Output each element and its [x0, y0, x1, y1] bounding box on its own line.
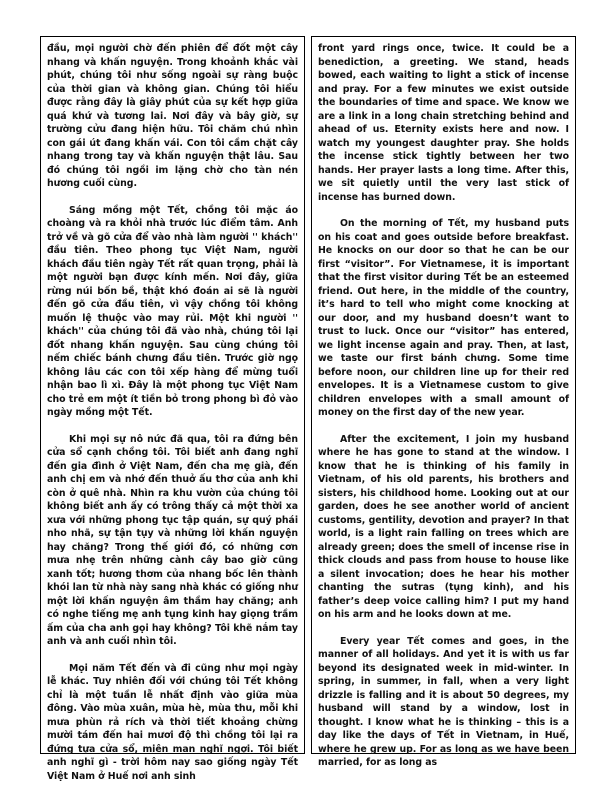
- paragraph-en-3: After the excitement, I join my husband where he has gone to stand at the window. I know that he is thinking of his family in Vietnam, of his old parents, his brothers and sisters, his childhood home. Looking out at our garden, does he see another world of ancient customs, gentility, devotion and prayer? In that world, is a light rain falling on trees which are already green; does the smell of incense rise in thick clouds and pass from house to house like a silent invocation; does he hear his mother chanting the sutras (tụng kinh), and his father’s deep voice calling him? I put my hand on his arm and he looks down at me.: [318, 433, 569, 620]
- paragraph-en-1: front yard rings once, twice. It could be a benediction, a greeting. We stand, heads bowed, each waiting to light a stick of incense and pray. For a few minutes we exist outside the boundaries of time and space. We know we are a link in a long chain stretching behind and ahead of us. Eternity exists here and now. I watch my youngest daughter pray. She holds the incense stick tightly between her two hands. Her prayer lasts a long time. After this, we sit quietly until the very last stick of incense has burned down.: [318, 43, 569, 203]
- paragraph-vi-1: đầu, mọi người chờ đến phiên để đốt một cây nhang và khấn nguyện. Trong khoảnh khắc vài phút, chúng tôi như sống ngoài sự ràng buộc của thời gian và không gian. Chúng tôi hiểu được rằng đây là giây phút của sự kết hợp giữa quá khứ và tương lai. Nơi đây và bây giờ, sự trường cửu đang hiện hữu. Tôi chăm chú nhìn con gái út đang khấn vái. Con tôi cầm chặt cây nhang trong tay và khấn nguyện thật lâu. Sau đó chúng tôi ngồi im lặng chờ cho tàn nén hương cuối cùng.: [47, 43, 298, 189]
- paragraph-vi-4: Mọi năm Tết đến và đi cũng như mọi ngày lễ khác. Tuy nhiên đối với chúng tôi Tết không chỉ là một tuần lễ nhất định vào giữa mùa đông. Vào mùa xuân, mùa hè, mùa thu, mỗi khi mưa phùn rả rích và thời tiết khoảng chừng mười tám đến hai mươi độ thì chồng tôi lại ra đứng tựa cửa sổ, miên man nghĩ ngợi. Tôi biết anh nghĩ gì - trời hôm nay sao giống ngày Tết Việt Nam ở Huế nơi anh sinh: [47, 662, 298, 782]
- paragraph-en-4: Every year Tết comes and goes, in the manner of all holidays. And yet it is with us far beyond its designated week in mid-winter. In spring, in summer, in fall, when a very light drizzle is falling and it is about 50 degrees, my husband will stand by a window, lost in thought. I know what he is thinking – this is a day like the days of Tết in Vietnam, in Huế, where he grew up. For as long as we have been married, for as long as: [318, 635, 569, 768]
- english-text-column: [311, 36, 576, 768]
- paragraph-en-2: On the morning of Tết, my husband puts on his coat and goes outside before breakfast. He knocks on our door so that he can be our first “visitor”. For Vietnamese, it is important that the first visitor during Tết be an esteemed friend. Out here, in the middle of the country, it’s hard to tell who might come knocking at our door, and my husband doesn’t want to trust to luck. Once our “visitor” has entered, we light incense again and pray. Then, at last, we taste our first bánh chưng. Some time before noon, our children line up for their red envelopes. It is a Vietnamese custom to give children envelopes with a small amount of money on the first day of the new year.: [318, 218, 569, 418]
- vietnamese-text-column: [40, 36, 305, 782]
- paragraph-vi-2: Sáng mồng một Tết, chồng tôi mặc áo choàng và ra khỏi nhà trước lúc điểm tâm. Anh trở về và gõ cửa để vào nhà làm người '' khách'' đầu tiên. Theo phong tục Việt Nam, người khách đầu tiên ngày Tết rất quan trọng, phải là một người bạn được kính mến. Nơi đây, giữa rừng núi bốn bề, thật khó đoán ai sẽ là người đến gõ cửa đầu tiên, vì vậy chồng tôi không muốn lệ thuộc vào may rủi. Một khi người '' khách'' của chúng tôi đã vào nhà, chúng tôi lại đốt nhang khấn nguyện. Sau cùng chúng tôi nếm chiếc bánh chưng đầu tiên. Trước giờ ngọ không lâu các con tôi xếp hàng để mừng tuổi nhận bao lì xì. Đây là một phong tục Việt Nam cho trẻ em một ít tiền bỏ trong phong bì đỏ vào ngày mồng một Tết.: [47, 204, 298, 418]
- paragraph-vi-3: Khi mọi sự nô nức đã qua, tôi ra đứng bên cửa sổ cạnh chồng tôi. Tôi biết anh đang nghĩ đến gia đình ở Việt Nam, đến cha mẹ già, đến anh chị em và nhớ đến thuở ấu thơ của anh khi còn ở quê nhà. Nhìn ra khu vườn của chúng tôi không biết anh ấy có trông thấy cả một thời xa xưa với những phong tục tập quán, sự quý phái nho nhã, sự tận tụy và những lời khấn nguyện hay chăng? Trong thế giới đó, có những cơn mưa nhẹ trên những cành cây bao giờ cũng xanh tốt; hương thơm của nhang bốc lên thành khói lan từ nhà này sang nhà khác có giống như một lời khấn nguyện âm thầm hay chăng; anh có nghe tiếng mẹ anh tụng kinh hay giọng trầm ấm của cha anh gọi hay không? Tôi khẽ nắm tay anh và anh cuối nhìn tôi.: [47, 433, 298, 647]
